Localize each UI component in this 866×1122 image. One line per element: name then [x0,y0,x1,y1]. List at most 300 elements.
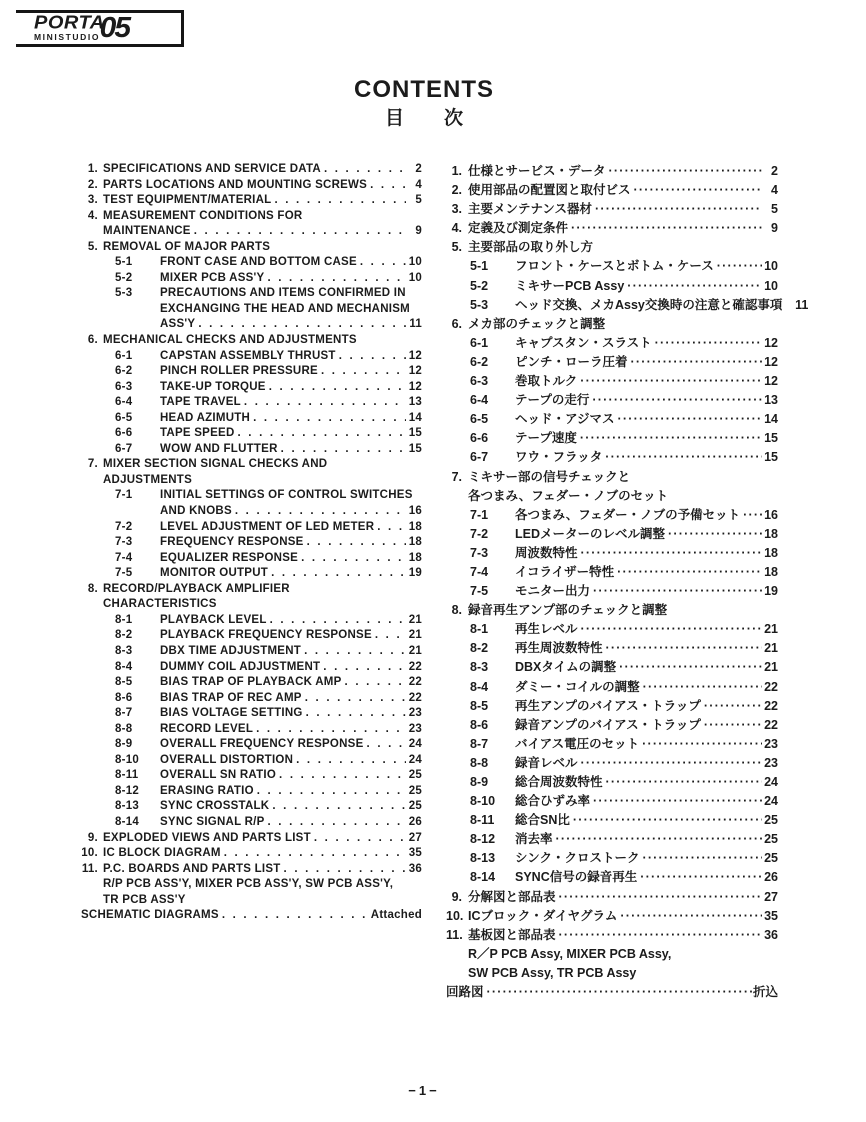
toc-page-number: 21 [764,622,778,637]
toc-item-title: SPECIFICATIONS AND SERVICE DATA [103,163,321,175]
toc-item-number: 8-13 [115,800,140,813]
toc-item-title: BIAS TRAP OF REC AMP [160,691,302,704]
toc-page-number: 13 [764,393,778,408]
toc-row [446,391,778,410]
toc-row [81,660,422,676]
toc-item-title: CHARACTERISTICS [103,598,217,611]
toc-item-title: LEVEL ADJUSTMENT OF LED METER [160,520,375,533]
toc-item-number: 5-1 [470,259,489,274]
toc-leader-dots [302,691,406,707]
toc-item-title: 再生レベル [515,622,578,637]
toc-page-number: 36 [408,862,422,875]
toc-item-number: 8-2 [470,641,489,656]
toc-item-number: 7. [451,469,462,484]
toc-item-number: 5-3 [470,297,489,312]
toc-item-title: ERASING RATIO [160,784,254,797]
toc-page-number: 23 [408,707,422,720]
toc-page-number: 18 [408,520,422,533]
toc-page-number: 23 [764,755,778,770]
toc-item-title: ミキサー部の信号チェックと [468,469,631,484]
toc-leader-dots [321,162,406,178]
toc-leader-dots [254,784,406,800]
toc-row [446,945,778,964]
toc-item-number: 8-10 [115,753,140,766]
toc-item-number: 10. [446,908,464,923]
toc-row [446,372,778,391]
toc-leader-dots [628,353,762,372]
toc-page-number: 22 [764,717,778,732]
toc-item-number: 5. [451,240,462,255]
toc-item-title: SYNC信号の録音再生 [515,870,638,885]
toc-item-number: 8-12 [470,832,496,847]
toc-item-number: 7-4 [470,564,489,579]
toc-item-title: 主要メンテナンス器材 [468,202,593,217]
toc-row [81,349,422,365]
toc-item-title: 録音アンプのバイアス・トラップ [515,717,701,732]
toc-page-number: 26 [764,870,778,885]
toc-row [81,613,422,629]
toc-item-title: EXPLODED VIEWS AND PARTS LIST [103,831,311,844]
toc-item-title: ADJUSTMENTS [103,473,193,486]
toc-page-number: 13 [408,396,422,409]
toc-leader-dots [367,178,406,194]
toc-item-number: 6-7 [470,450,489,465]
toc-row [81,862,422,878]
toc-leader-dots [191,224,406,240]
toc-row [81,457,422,473]
toc-item-number: 7-3 [115,536,133,549]
toc-item-number: 8-5 [470,698,489,713]
toc-leader-dots [271,193,406,209]
toc-item-number: 4. [451,221,462,236]
toc-item-number: 8-12 [115,784,140,797]
toc-item-number: 7-2 [115,520,133,533]
toc-item-title: P.C. BOARDS AND PARTS LIST [103,862,281,875]
toc-item-title: キャプスタン・スラスト [515,335,652,350]
toc-leader-dots [590,792,762,811]
toc-row [446,907,778,926]
toc-leader-dots [266,380,406,396]
toc-item-title: OVERALL DISTORTION [160,753,294,766]
toc-page-number: 4 [771,183,778,198]
toc-page-number: 35 [764,908,778,923]
toc-item-number: 7-2 [470,526,489,541]
toc-row [81,753,422,769]
toc-leader-dots [232,504,406,520]
toc-row [446,334,778,353]
toc-item-title: ASS'Y [160,318,196,331]
toc-page-number: 27 [764,889,778,904]
toc-leader-dots [701,716,762,735]
toc-item-number: 5-2 [115,271,133,284]
toc-item-title: ヘッド交換、メカAssy交換時の注意と確認事項 [515,297,783,312]
toc-leader-dots [268,566,406,582]
toc-page-number: 21 [764,641,778,656]
toc-row [446,639,778,658]
toc-page-number: 18 [408,536,422,549]
toc-item-number: 5. [87,240,98,253]
toc-item-number: 8-11 [115,769,139,782]
toc-row [81,380,422,396]
toc-leader-dots [336,349,406,365]
toc-row [81,675,422,691]
toc-item-title: 周波数特性 [515,545,578,560]
toc-page-number: 19 [408,567,422,580]
toc-page-number: 15 [764,431,778,446]
toc-page-number: 22 [408,691,422,704]
toc-row [446,544,778,563]
toc-item-title: 基板図と部品表 [468,927,556,942]
toc-row [446,525,778,544]
toc-item-number: 8-3 [470,660,489,675]
toc-item-number: 6-4 [115,396,133,409]
toc-page-number: 折込 [752,985,778,1000]
toc-item-number: 9. [87,831,98,844]
toc-leader-dots [556,888,762,907]
toc-item-title: BIAS TRAP OF PLAYBACK AMP [160,676,342,689]
toc-page-number: 18 [764,526,778,541]
toc-leader-dots [603,773,762,792]
toc-item-title: SW PCB Assy, TR PCB Assy [468,965,637,980]
toc-item-title: PARTS LOCATIONS AND MOUNTING SCREWS [103,178,368,191]
toc-row [446,448,778,467]
toc-row [81,893,422,909]
toc-item-title: MEASUREMENT CONDITIONS FOR [103,209,303,222]
brand-logo [16,10,184,47]
toc-item-number: 3. [87,194,98,207]
toc-item-number: 6. [451,316,462,331]
toc-item-number: 11. [446,927,463,942]
toc-leader-dots [311,831,406,847]
toc-column-japanese [446,162,809,1002]
toc-item-title: テープの走行 [515,393,590,408]
toc-page-number: 21 [408,644,422,657]
toc-row [446,296,809,315]
toc-item-title: MIXER SECTION SIGNAL CHECKS AND [103,458,328,471]
toc-item-title: 録音レベル [515,755,578,770]
toc-row [446,257,778,276]
toc-row [446,754,778,773]
toc-item-title: 各つまみ、フェダー・ノブの予備セット [515,507,741,522]
toc-row [81,240,422,256]
toc-row [81,193,422,209]
toc-row [446,697,778,716]
toc-leader-dots [372,628,406,644]
toc-page-number: 15 [408,427,422,440]
toc-item-number: 6-5 [115,411,133,424]
toc-page-number: 23 [408,722,422,735]
toc-item-title: 回路図 [446,985,484,1000]
toc-page-number: 27 [408,831,422,844]
toc-leader-dots [570,811,762,830]
toc-row [81,317,422,333]
toc-page-number: 22 [764,679,778,694]
toc-leader-dots [357,255,406,271]
toc-item-number: 5-2 [470,278,489,293]
toc-item-title: RECORD LEVEL [160,722,254,735]
toc-row [81,566,422,582]
toc-row [446,773,778,792]
toc-row [81,908,422,924]
toc-row [446,487,778,506]
toc-item-title: SCHEMATIC DIAGRAMS [81,909,219,922]
toc-row [446,219,778,238]
toc-item-title: バイアス電圧のセット [515,736,640,751]
toc-item-number: 6-1 [470,335,489,350]
toc-row [446,238,778,257]
toc-item-number: 6-6 [470,431,489,446]
toc-page-number: 15 [408,442,422,455]
toc-item-number: 6-5 [470,412,489,427]
toc-row [81,333,422,349]
toc-leader-dots [578,754,762,773]
toc-row [81,691,422,707]
toc-row [81,520,422,536]
toc-leader-dots [264,271,406,287]
toc-item-number: 9. [451,889,462,904]
toc-item-title: ダミー・コイルの調整 [515,679,640,694]
toc-leader-dots [364,737,406,753]
toc-leader-dots [267,613,406,629]
toc-row [81,504,422,520]
toc-item-number: 7. [87,458,98,471]
toc-row [446,830,778,849]
toc-row [81,411,422,427]
toc-leader-dots [631,181,762,200]
toc-item-title: OVERALL SN RATIO [160,769,277,782]
toc-row [81,582,422,598]
toc-item-title: シンク・クロストーク [515,851,640,866]
toc-leader-dots [577,372,762,391]
toc-item-title: TEST EQUIPMENT/MATERIAL [103,194,272,207]
toc-item-title: MAINTENANCE [103,225,191,238]
toc-item-number: 1. [87,163,98,175]
toc-row [81,162,422,178]
toc-row [446,582,778,601]
toc-item-number: 8-13 [470,851,496,866]
toc-item-title: イコライザー特性 [515,564,615,579]
toc-item-title: REMOVAL OF MAJOR PARTS [103,240,271,253]
toc-item-number: 7-5 [115,567,133,580]
toc-item-title: 消去率 [515,832,553,847]
toc-item-number: 6-6 [115,427,133,440]
toc-page-number: 25 [764,832,778,847]
toc-item-title: ヘッド・アジマス [515,412,615,427]
toc-item-title: EQUALIZER RESPONSE [160,551,299,564]
toc-item-number: 8-14 [470,870,496,885]
toc-row [446,964,778,983]
toc-row [81,209,422,225]
toc-item-number: 6-7 [115,442,133,455]
toc-item-number: 6-2 [470,354,489,369]
toc-row [81,628,422,644]
toc-leader-dots [616,658,762,677]
toc-leader-dots [553,830,762,849]
toc-row [81,271,422,287]
toc-item-number: 8-9 [115,738,133,751]
toc-row [446,620,778,639]
toc-page-number: 12 [764,335,778,350]
toc-page-number: 12 [764,374,778,389]
toc-item-title: DBX TIME ADJUSTMENT [160,644,302,657]
toc-item-number: 8-7 [470,736,489,751]
toc-row [446,735,778,754]
toc-leader-dots [640,678,762,697]
toc-item-title: MECHANICAL CHECKS AND ADJUSTMENTS [103,334,357,347]
toc-leader-dots [484,983,753,1002]
toc-row [81,364,422,380]
toc-row [446,983,778,1002]
toc-item-number: 2. [87,178,98,191]
toc-leader-dots [221,846,406,862]
toc-item-title: TAPE TRAVEL [160,396,241,409]
toc-page-number: 35 [408,847,422,860]
toc-item-number: 7-3 [470,545,489,560]
toc-page-number: 21 [408,613,422,626]
toc-row [81,815,422,831]
toc-item-title: 定義及び測定条件 [468,221,569,236]
toc-leader-dots [578,620,762,639]
toc-page-number: 25 [408,784,422,797]
toc-leader-dots [590,582,762,601]
toc-leader-dots [577,429,762,448]
toc-item-title: EXCHANGING THE HEAD AND MECHANISM [160,302,410,315]
brand-name: PORTA [34,13,105,34]
toc-leader-dots [374,520,406,536]
toc-item-title: SYNC CROSSTALK [160,800,270,813]
toc-item-title: ピンチ・ローラ圧着 [515,354,628,369]
toc-item-title: 巻取トルク [515,374,578,389]
toc-leader-dots [304,535,406,551]
toc-page-number: 24 [764,794,778,809]
toc-page-number: 10 [408,271,422,284]
toc-item-title: メカ部のチェックと調整 [468,316,606,331]
toc-row [81,846,422,862]
toc-item-title: ミキサーPCB Assy [515,278,625,293]
toc-item-title: FREQUENCY RESPONSE [160,536,304,549]
toc-page-number: 24 [408,753,422,766]
toc-leader-dots [602,448,762,467]
toc-leader-dots [556,926,762,945]
toc-item-title: MONITOR OUTPUT [160,567,269,580]
toc-page-number: 5 [771,202,778,217]
toc-rows-english [81,162,422,924]
toc-leader-dots [342,675,406,691]
toc-leader-dots [740,506,762,525]
toc-page-number: 9 [771,221,778,236]
toc-item-title: FRONT CASE AND BOTTOM CASE [160,256,357,269]
toc-row [446,849,778,868]
toc-page-number: 4 [415,178,422,191]
toc-page-number: 26 [408,815,422,828]
toc-leader-dots [665,525,762,544]
toc-row [81,799,422,815]
toc-leader-dots [614,563,762,582]
toc-item-number: 8-8 [470,755,489,770]
toc-item-number: 5-3 [115,287,133,300]
toc-leader-dots [250,411,406,427]
toc-leader-dots [624,277,762,296]
toc-item-title: 総合SN比 [515,813,570,828]
toc-item-number: 6-4 [470,393,489,408]
toc-row [446,506,778,525]
toc-item-title: モニター出力 [515,584,591,599]
toc-page-number: 12 [764,354,778,369]
toc-page-number: 10 [408,256,422,269]
toc-item-number: 8-6 [115,691,133,704]
toc-row [81,737,422,753]
toc-item-number: 4. [87,209,98,222]
toc-row [81,535,422,551]
toc-item-number: 8-3 [115,644,133,657]
toc-item-number: 7-1 [115,489,133,502]
toc-item-number: 3. [451,202,462,217]
toc-item-number: 1. [451,164,462,178]
toc-item-number: 8-1 [470,622,489,637]
toc-page-number: 18 [408,551,422,564]
toc-leader-dots [637,868,762,887]
page-number: −1− [408,1083,440,1098]
toc-page-number: 22 [408,660,422,673]
toc-item-title: PRECAUTIONS AND ITEMS CONFIRMED IN [160,287,406,300]
toc-item-title: 仕様とサービス・データ [468,164,606,178]
toc-page-number: 12 [408,349,422,362]
toc-leader-dots [195,317,406,333]
toc-item-title: ワウ・フラッタ [515,450,603,465]
brand-model-number: 05 [99,12,130,44]
toc-item-number: 5-1 [115,256,133,269]
toc-page-number: 19 [764,584,778,599]
toc-row [81,831,422,847]
toc-item-title: PLAYBACK LEVEL [160,613,267,626]
toc-item-number: 8-7 [115,707,133,720]
toc-row [446,716,778,735]
toc-item-number: 6-3 [470,374,489,389]
toc-row [446,410,778,429]
toc-leader-dots [278,442,406,458]
toc-item-number: 6-2 [115,365,133,378]
toc-leader-dots [592,200,762,219]
toc-leader-dots [301,644,406,660]
toc-leader-dots [639,849,762,868]
brand-subtitle: MINISTUDIO [34,32,101,42]
toc-item-title: 各つまみ、フェダー・ノブのセット [468,488,669,503]
toc-item-number: 8-1 [115,613,133,626]
toc-page-number: 15 [764,450,778,465]
toc-page-number: 14 [764,412,778,427]
toc-row [446,563,778,582]
toc-row [446,181,778,200]
toc-item-number: 8-9 [470,775,489,789]
toc-item-title: テープ速度 [515,431,577,446]
toc-page-number: 9 [415,225,422,238]
toc-item-number: 7-4 [115,551,133,564]
toc-item-title: R／P PCB Assy, MIXER PCB Assy, [468,946,672,961]
toc-row [446,601,778,620]
toc-page-number: 25 [764,813,778,828]
toc-row [446,162,778,181]
toc-leader-dots [269,799,406,815]
toc-row [81,442,422,458]
toc-page-number: 24 [764,775,778,789]
toc-item-title: MIXER PCB ASS'Y [160,271,265,284]
toc-page-number: 16 [408,505,422,518]
toc-row [446,468,778,487]
toc-leader-dots [253,722,406,738]
toc-row [81,784,422,800]
toc-item-number: 8-2 [115,629,133,642]
toc-leader-dots [615,410,762,429]
